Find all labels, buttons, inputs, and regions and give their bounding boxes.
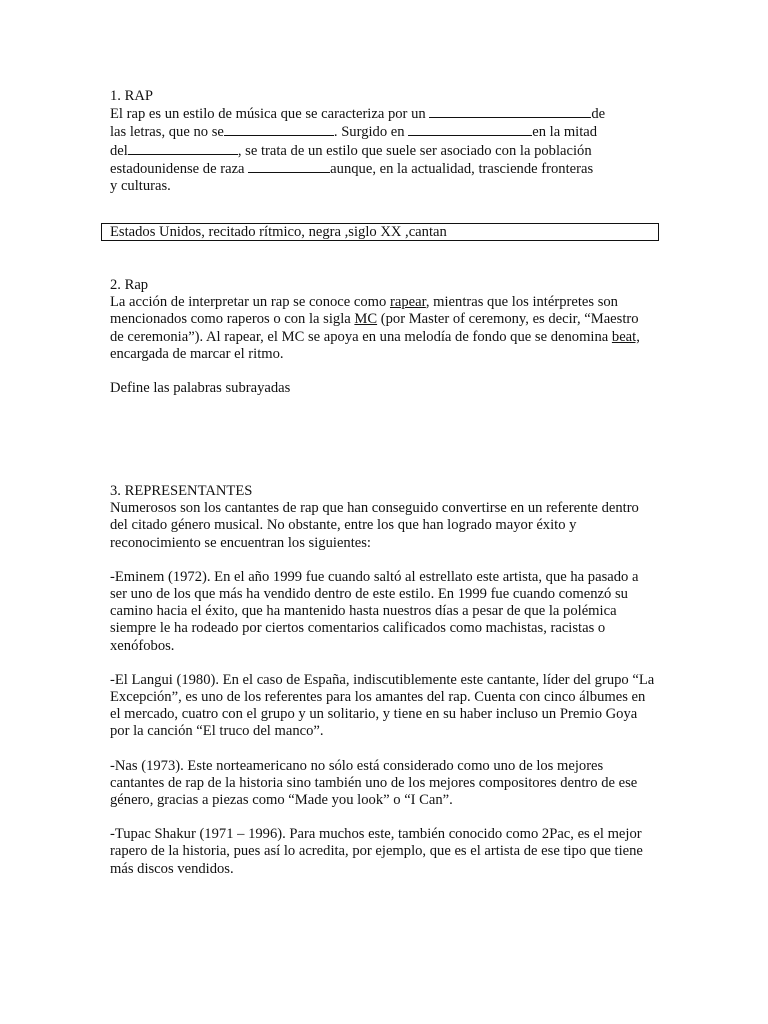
underlined-word-mc: MC	[354, 311, 378, 328]
word-bank-box: Estados Unidos, recitado rítmico, negra ,siglo XX ,cantan	[101, 223, 659, 241]
fill-line-1	[110, 105, 655, 123]
underlined-word-rapear: rapear	[389, 294, 426, 311]
artist-paragraph-eminem: -Eminem (1972). En el año 1999 fue cuando saltó al estrellato este artista, que ha pasado a ser uno de los que más ha vendido dentro de este estilo. En 1999 fue cuando comenzó su camino hacia el éxito, que ha mantenido hasta nuestros días a pesar de que la polémica siempre le ha rodeado por ciertos comentarios calificados como machistas, racistas o xenófobos.	[110, 568, 639, 654]
text-fragment: en la mitad	[532, 124, 598, 141]
text-fragment: las letras, que no se	[110, 124, 224, 141]
text-fragment: de	[591, 106, 606, 123]
text-fragment: aunque, en la actualidad, trasciende fronteras	[330, 160, 594, 177]
fill-line-3	[110, 142, 655, 160]
text-fragment: estadounidense de raza	[110, 160, 249, 177]
blank-field[interactable]	[408, 123, 532, 136]
blank-field[interactable]	[248, 160, 330, 173]
blank-field[interactable]	[429, 105, 591, 118]
artist-paragraph-el-langui: -El Langui (1980). En el caso de España, indiscutiblemente este cantante, líder del grupo “La Excepción”, es uno de los referentes para los amantes del rap. Cuenta con cinco álbumes en el mercado, cuatro con el grupo y un solitario, y tiene en su haber incluso un Premio Goya por la canción “El truco del manco”.	[110, 671, 655, 740]
fill-line-5: y culturas.	[110, 178, 171, 195]
blank-field[interactable]	[128, 142, 238, 155]
fill-line-2	[110, 123, 655, 141]
underlined-word-beat: beat,	[611, 328, 640, 345]
text-fragment: . Surgido en	[333, 124, 409, 141]
section-rap	[110, 88, 655, 195]
section-3-intro: Numerosos son los cantantes de rap que han conseguido convertirse en un referente dentro del citado género musical. No obstante, entre los que han logrado mayor éxito y reconocimiento se encuentran los siguientes:	[110, 500, 639, 551]
text-fragment: (por Master of ceremony, es decir, “Maestro de ceremonia”). Al rapear, el MC se apoya en una melodía de fondo que se denomina	[110, 311, 639, 345]
blank-field[interactable]	[224, 123, 334, 136]
section-rap-definition	[110, 277, 655, 397]
text-fragment: del	[110, 142, 128, 159]
section-2-instruction: Define las palabras subrayadas	[110, 380, 291, 397]
section-2-paragraph	[110, 294, 655, 363]
text-fragment: La acción de interpretar un rap se conoce como	[110, 294, 390, 311]
text-fragment: , mientras que los intérpretes son mencionados como raperos o con la sigla	[110, 294, 618, 328]
section-3-title: 3. REPRESENTANTES	[110, 483, 253, 499]
artist-paragraph-tupac: -Tupac Shakur (1971 – 1996). Para muchos este, también conocido como 2Pac, es el mejor rapero de la historia, pues así lo acredita, por ejemplo, que es el artista de ese tipo que tiene más discos vendidos.	[110, 826, 643, 877]
text-fragment: encargada de marcar el ritmo.	[110, 345, 284, 362]
section-2-title: 2. Rap	[110, 277, 149, 293]
text-fragment: , se trata de un estilo que suele ser asociado con la población	[237, 142, 592, 159]
section-representantes	[110, 483, 655, 878]
section-1-title: 1. RAP	[110, 88, 153, 104]
text-fragment: El rap es un estilo de música que se caracteriza por un	[110, 106, 430, 123]
artist-paragraph-nas: -Nas (1973). Este norteamericano no sólo está considerado como uno de los mejores cantantes de rap de la historia sino también uno de los mejores compositores dentro de ese género, gracias a piezas como “Made you look” o “I Can”.	[110, 757, 638, 809]
fill-line-4	[110, 160, 655, 178]
